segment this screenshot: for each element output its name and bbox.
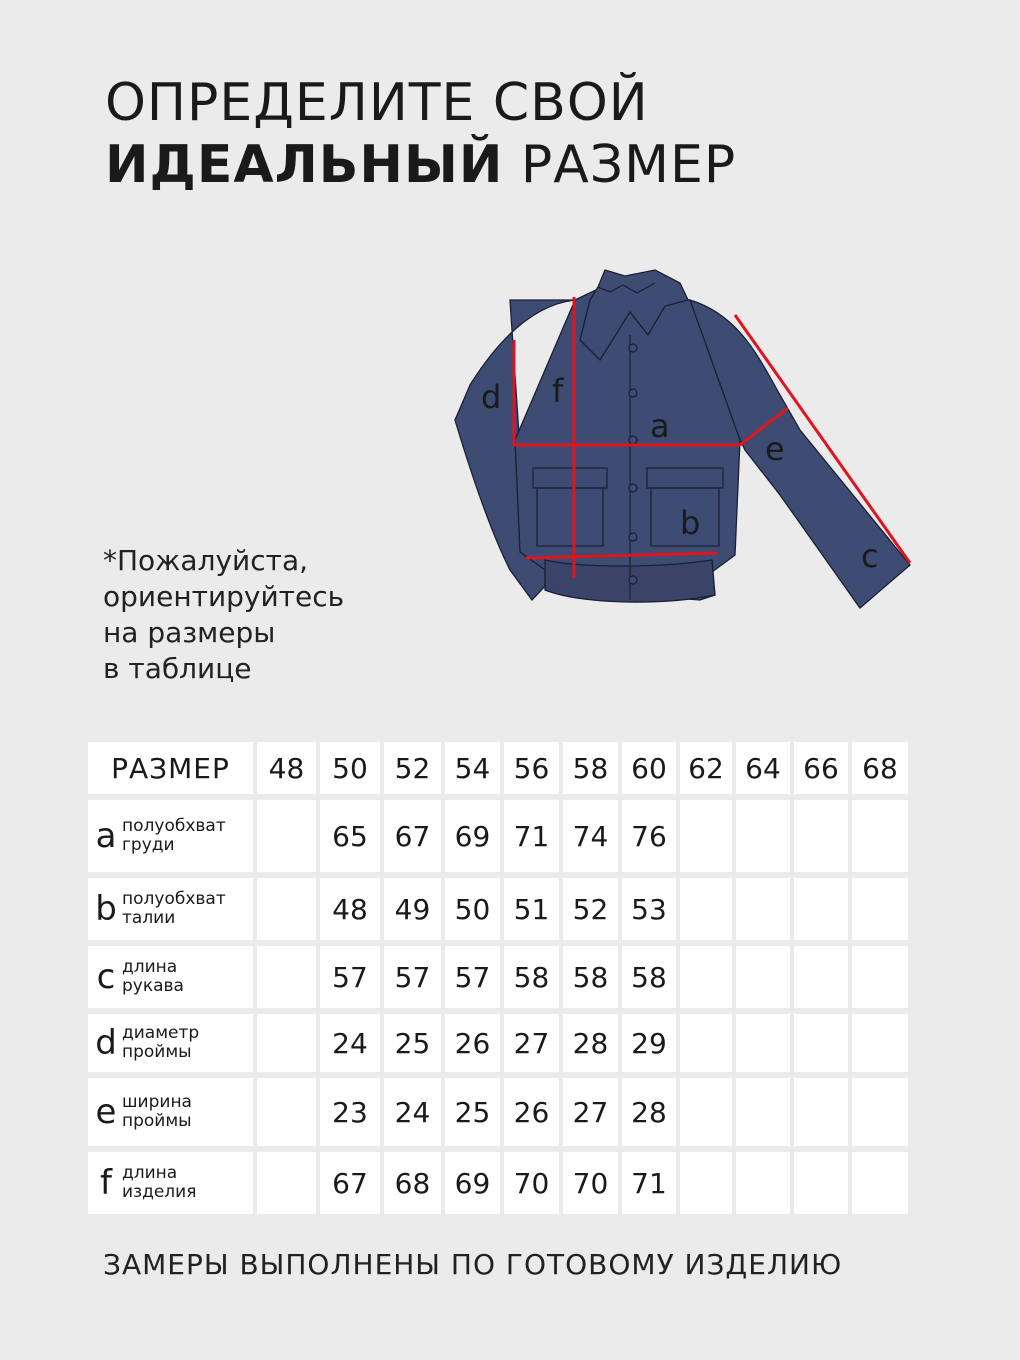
table-cell: 27: [563, 1078, 618, 1146]
header-size: 56: [504, 742, 559, 794]
table-cell: 70: [504, 1152, 559, 1214]
table-cell: 67: [384, 800, 441, 872]
table-cell: 74: [563, 800, 618, 872]
row-description: ширина проймы: [122, 1092, 192, 1131]
label-f: f: [552, 372, 564, 410]
table-cell: [852, 1078, 908, 1146]
table-cell: [794, 1152, 848, 1214]
table-cell: 70: [563, 1152, 618, 1214]
table-cell: 57: [320, 946, 380, 1008]
table-cell: 69: [445, 1152, 500, 1214]
table-cell: [257, 1014, 316, 1072]
table-row: [88, 1014, 916, 1072]
table-row: [88, 1152, 916, 1214]
table-cell: [736, 1152, 790, 1214]
table-cell: [736, 800, 790, 872]
table-cell: [257, 878, 316, 940]
header-size: 52: [384, 742, 441, 794]
table-cell: [680, 800, 732, 872]
page-title: [105, 72, 736, 196]
table-cell: [680, 1078, 732, 1146]
table-row: [88, 946, 916, 1008]
table-row: [88, 800, 916, 872]
header-size: 48: [257, 742, 316, 794]
footer-note: ЗАМЕРЫ ВЫПОЛНЕНЫ ПО ГОТОВОМУ ИЗДЕЛИЮ: [103, 1248, 843, 1281]
table-cell: 48: [320, 878, 380, 940]
table-cell: [736, 1014, 790, 1072]
table-cell: 53: [622, 878, 676, 940]
row-description: диаметр проймы: [122, 1023, 200, 1062]
table-cell: [736, 878, 790, 940]
jacket-illustration: [455, 270, 910, 608]
table-cell: 49: [384, 878, 441, 940]
table-cell: [257, 800, 316, 872]
table-cell: 76: [622, 800, 676, 872]
row-description: длина изделия: [122, 1163, 197, 1202]
label-e: e: [765, 430, 785, 468]
row-letter: f: [100, 1163, 112, 1203]
note-line: *Пожалуйста,: [103, 544, 308, 577]
table-cell: 26: [504, 1078, 559, 1146]
row-description: длина рукава: [122, 957, 184, 996]
jacket-measurement-diagram: [440, 262, 930, 612]
row-letter: a: [95, 816, 117, 856]
header-size: 58: [563, 742, 618, 794]
title-line-2: [105, 134, 736, 196]
row-label: [88, 878, 253, 940]
table-cell: [736, 946, 790, 1008]
table-cell: [794, 1014, 848, 1072]
header-size: 62: [680, 742, 732, 794]
table-cell: 68: [384, 1152, 441, 1214]
table-cell: [736, 1078, 790, 1146]
table-cell: 65: [320, 800, 380, 872]
row-letter: b: [95, 889, 117, 929]
row-label: [88, 1078, 253, 1146]
table-cell: 25: [445, 1078, 500, 1146]
header-size: 60: [622, 742, 676, 794]
table-cell: 71: [622, 1152, 676, 1214]
table-cell: 50: [445, 878, 500, 940]
row-label: [88, 800, 253, 872]
table-cell: 57: [384, 946, 441, 1008]
header-size-label: РАЗМЕР: [88, 742, 253, 794]
table-cell: [680, 1014, 732, 1072]
table-row: [88, 878, 916, 940]
table-cell: [257, 1078, 316, 1146]
table-cell: 27: [504, 1014, 559, 1072]
row-letter: c: [96, 957, 116, 997]
table-cell: 69: [445, 800, 500, 872]
title-bold-word: ИДЕАЛЬНЫЙ: [105, 135, 504, 195]
table-cell: 67: [320, 1152, 380, 1214]
table-cell: [794, 1078, 848, 1146]
header-size: 68: [852, 742, 908, 794]
table-cell: [852, 946, 908, 1008]
header-size: 66: [794, 742, 848, 794]
table-cell: [257, 1152, 316, 1214]
table-cell: 58: [563, 946, 618, 1008]
table-cell: [680, 1152, 732, 1214]
table-cell: 26: [445, 1014, 500, 1072]
table-cell: 71: [504, 800, 559, 872]
table-cell: 58: [622, 946, 676, 1008]
table-cell: [852, 1152, 908, 1214]
title-line-1: ОПРЕДЕЛИТЕ СВОЙ: [105, 73, 649, 133]
table-cell: [852, 800, 908, 872]
label-b: b: [680, 504, 701, 542]
row-label: [88, 1152, 253, 1214]
size-note: [103, 543, 344, 687]
header-size: 50: [320, 742, 380, 794]
row-description: полуобхват груди: [122, 816, 226, 855]
table-cell: [852, 878, 908, 940]
table-cell: 24: [384, 1078, 441, 1146]
header-size: 64: [736, 742, 790, 794]
table-header-row: [88, 742, 916, 794]
table-cell: [257, 946, 316, 1008]
label-d: d: [481, 378, 502, 416]
table-cell: 29: [622, 1014, 676, 1072]
note-line: на размеры: [103, 616, 276, 649]
table-row: [88, 1078, 916, 1146]
label-a: a: [650, 407, 670, 445]
table-cell: 23: [320, 1078, 380, 1146]
table-cell: [794, 878, 848, 940]
table-cell: [794, 946, 848, 1008]
note-line: в таблице: [103, 652, 252, 685]
header-size: 54: [445, 742, 500, 794]
table-cell: 57: [445, 946, 500, 1008]
table-cell: [852, 1014, 908, 1072]
table-cell: [680, 878, 732, 940]
table-cell: 52: [563, 878, 618, 940]
table-cell: 28: [563, 1014, 618, 1072]
note-line: ориентируйтесь: [103, 580, 345, 613]
table-cell: [680, 946, 732, 1008]
table-cell: 51: [504, 878, 559, 940]
label-c: c: [861, 537, 879, 575]
size-table: [88, 742, 916, 1220]
table-cell: 25: [384, 1014, 441, 1072]
row-letter: d: [95, 1023, 117, 1063]
row-label: [88, 946, 253, 1008]
title-rest-word: РАЗМЕР: [520, 135, 737, 195]
table-cell: [794, 800, 848, 872]
table-cell: 58: [504, 946, 559, 1008]
table-cell: 28: [622, 1078, 676, 1146]
table-cell: 24: [320, 1014, 380, 1072]
row-label: [88, 1014, 253, 1072]
row-letter: e: [95, 1092, 117, 1132]
row-description: полуобхват талии: [122, 889, 226, 928]
